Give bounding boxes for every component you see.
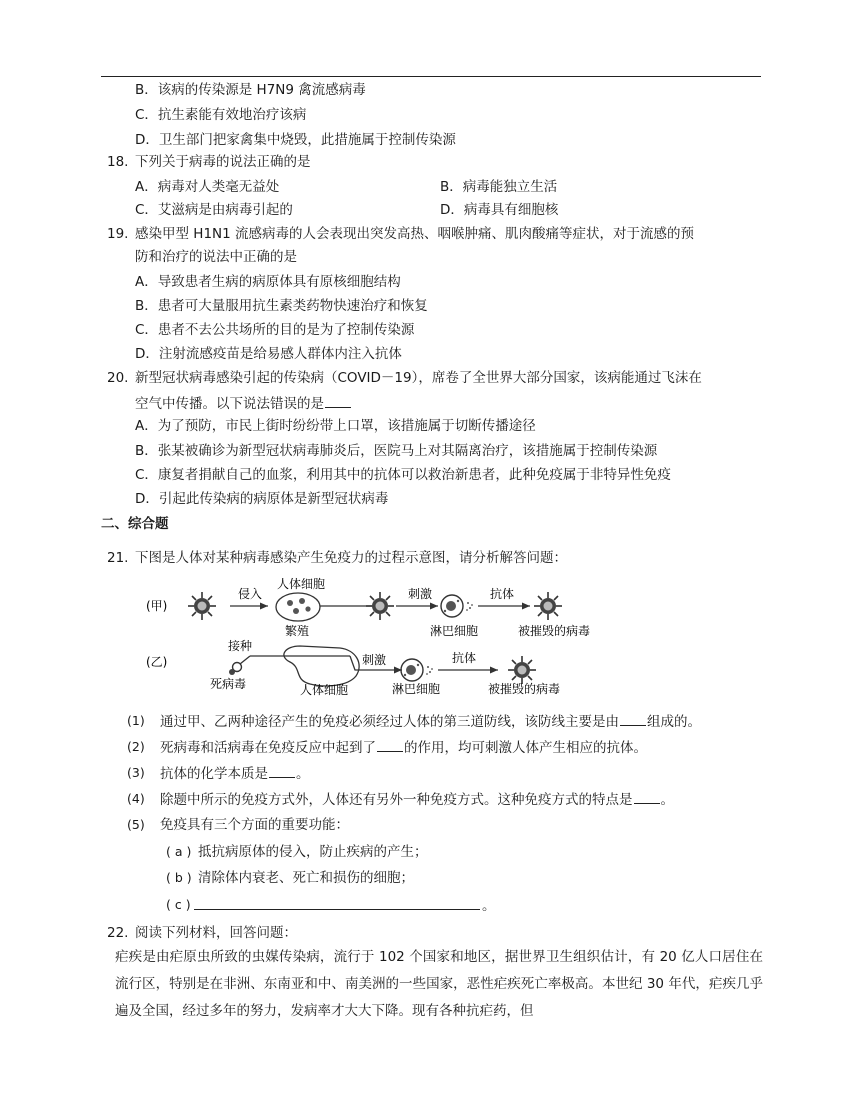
q20-stem-line2: 空气中传播。以下说法错误的是	[135, 393, 352, 414]
label-renti-xibao: 人体细胞	[277, 577, 326, 591]
q19-stem-line2: 防和治疗的说法中正确的是	[135, 249, 297, 265]
figure-label-jia: (甲)	[146, 599, 168, 613]
q19-number: 19.	[107, 226, 129, 242]
q21-number: 21.	[107, 550, 129, 566]
label-kangti: 抗体	[490, 587, 515, 601]
q20-option-b: B．张某被确诊为新型冠状病毒肺炎后，医院马上对其隔离治疗，该措施属于控制传染源	[135, 443, 658, 459]
q17-option-b: B．该病的传染源是 H7N9 禽流感病毒	[135, 82, 366, 98]
func-c-number: ( c )	[166, 897, 191, 912]
q19-stem-line1: 感染甲型 H1N1 流感病毒的人会表现出突发高热、咽喉肿痛、肌肉酸痛等症状，对于流感的预	[135, 226, 695, 242]
section-title: 二、综合题	[101, 516, 169, 532]
q22-material: 疟疾是由疟原虫所致的虫媒传染病，流行于 102 个国家和地区，据世界卫生组织估计，有 20 亿人口居住在流行区，特别是在非洲、东南亚和中、南美洲的一些国家，恶性疟疾死亡率极高。本世纪 30 年代，疟疾几乎遍及全国，经过多年的努力，发病率才大大下降。现有各种抗疟药，但	[115, 949, 763, 1019]
label-renti-xibao-2: 人体细胞	[300, 683, 349, 697]
func-b: 清除体内衰老、死亡和损伤的细胞；	[198, 870, 414, 886]
q19-option-a: A．导致患者生病的病原体具有原核细胞结构	[135, 274, 401, 290]
q18-option-c: C．艾滋病是由病毒引起的	[135, 202, 293, 218]
answer-blank[interactable]	[377, 737, 403, 752]
q21-sub4: 除题中所示的免疫方式外，人体还有另外一种免疫方式。这种免疫方式的特点是 。	[160, 789, 674, 810]
q21-stem: 下图是人体对某种病毒感染产生免疫力的过程示意图，请分析解答问题：	[135, 550, 567, 566]
q21-sub2: 死病毒和活病毒在免疫反应中起到了 的作用，均可刺激人体产生相应的抗体。	[160, 737, 647, 758]
q19-option-b: B．患者可大量服用抗生素类药物快速治疗和恢复	[135, 298, 428, 314]
q21-sub1-number: (1)	[127, 713, 145, 728]
label-bei-cuihui: 被摧毁的病毒	[518, 624, 591, 638]
answer-blank[interactable]	[620, 711, 646, 726]
answer-blank-long[interactable]	[194, 895, 480, 910]
label-linba-xibao-2: 淋巴细胞	[392, 682, 441, 696]
human-cell	[276, 593, 320, 621]
label-kangti-2: 抗体	[452, 651, 477, 665]
q21-sub3-number: (3)	[127, 765, 145, 780]
q18-option-d: D．病毒具有细胞核	[440, 202, 559, 218]
func-a: 抵抗病原体的侵入，防止疾病的产生；	[198, 844, 428, 860]
q21-sub2-number: (2)	[127, 739, 145, 754]
label-linba-xibao: 淋巴细胞	[430, 624, 479, 638]
figure-label-yi: (乙)	[146, 655, 168, 669]
immunity-process-figure	[140, 576, 610, 700]
q21-sub3: 抗体的化学本质是 。	[160, 763, 310, 784]
answer-blank[interactable]	[269, 763, 295, 778]
destroyed-virus-icon	[534, 592, 562, 620]
label-bei-cuihui-2: 被摧毁的病毒	[488, 682, 561, 696]
lymphocyte-icon	[441, 595, 473, 617]
q20-option-c: C．康复者捐献自己的血浆，利用其中的抗体可以救治新患者，此种免疫属于非特异性免疫	[135, 467, 671, 483]
answer-blank[interactable]	[634, 789, 660, 804]
q17-option-d: D．卫生部门把家禽集中烧毁，此措施属于控制传染源	[135, 132, 456, 148]
func-c: 。	[194, 895, 496, 916]
label-jiezhong: 接种	[228, 639, 253, 653]
q19-option-d: D．注射流感疫苗是给易感人群体内注入抗体	[135, 346, 402, 362]
q18-option-a: A．病毒对人类毫无益处	[135, 179, 280, 195]
destroyed-virus-icon	[508, 656, 536, 684]
q18-number: 18.	[107, 154, 129, 170]
virus-icon	[188, 592, 216, 620]
answer-blank[interactable]	[325, 393, 351, 408]
q21-sub5-number: (5)	[127, 817, 145, 832]
q20-option-d: D．引起此传染病的病原体是新型冠状病毒	[135, 491, 389, 507]
label-si-bingdu: 死病毒	[210, 677, 247, 691]
human-cell	[284, 646, 359, 686]
q17-option-c: C．抗生素能有效地治疗该病	[135, 107, 307, 123]
q20-number: 20.	[107, 370, 129, 386]
func-b-number: ( b )	[166, 870, 192, 885]
q18-option-b: B．病毒能独立生活	[440, 179, 558, 195]
label-qinru: 侵入	[238, 587, 263, 601]
header-rule	[101, 76, 761, 77]
q20-stem-line1: 新型冠状病毒感染引起的传染病（COVID－19），席卷了全世界大部分国家，该病能通过飞沫在	[135, 370, 702, 386]
q21-sub1: 通过甲、乙两种途径产生的免疫必须经过人体的第三道防线，该防线主要是由 组成的。	[160, 711, 701, 732]
q22-number: 22.	[107, 925, 129, 941]
label-ciji-2: 刺激	[362, 653, 387, 667]
q21-sub5: 免疫具有三个方面的重要功能：	[160, 817, 349, 833]
q18-stem: 下列关于病毒的说法正确的是	[135, 154, 311, 170]
virus-icon	[366, 592, 394, 620]
q22-stem: 阅读下列材料，回答问题：	[135, 925, 297, 941]
func-a-number: ( a )	[166, 844, 192, 859]
q21-sub4-number: (4)	[127, 791, 145, 806]
q20-option-a: A．为了预防，市民上街时纷纷带上口罩，该措施属于切断传播途径	[135, 418, 536, 434]
label-ciji: 刺激	[408, 587, 433, 601]
label-fanzhi: 繁殖	[285, 624, 310, 638]
lymphocyte-icon	[401, 659, 433, 681]
q19-option-c: C．患者不去公共场所的目的是为了控制传染源	[135, 322, 415, 338]
